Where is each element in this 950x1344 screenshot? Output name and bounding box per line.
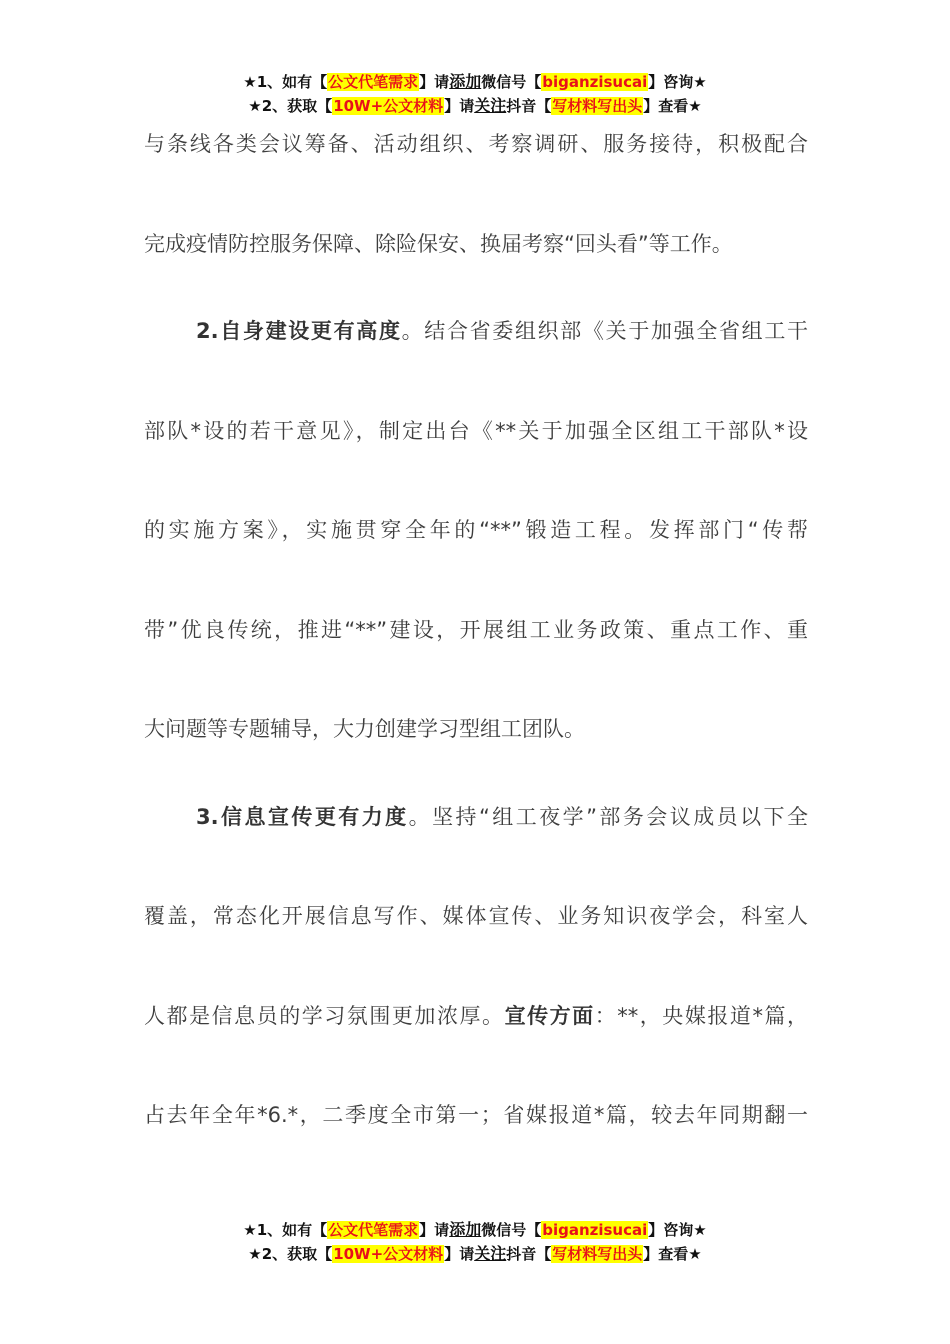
banner-highlight: 10W+公文材料 — [333, 97, 444, 115]
banner-douyin-name: 写材料写出头 — [552, 97, 643, 115]
body-line: 部队*设的若干意见》，制定出台《**关于加强全区组工干部队*设 — [144, 419, 808, 443]
banner-wechat-id: biganzisucai — [542, 1221, 648, 1239]
banner-text: ★1、如有【 — [243, 1221, 328, 1239]
banner-text: 】请 — [419, 1221, 450, 1239]
body-line: 与条线各类会议筹备、活动组织、考察调研、服务接待，积极配合 — [144, 132, 808, 156]
banner-text: 】请 — [419, 73, 450, 91]
banner-emphasis: 关注 — [474, 1244, 507, 1263]
banner-highlight: 10W+公文材料 — [333, 1245, 444, 1263]
body-line: 带”优良传统，推进“**”建设，开展组工业务政策、重点工作、重 — [144, 618, 808, 642]
banner-line-2 — [0, 1242, 950, 1266]
banner-highlight: 公文代笔需求 — [328, 1221, 419, 1239]
banner-text: 抖音【 — [506, 97, 552, 115]
banner-text: ★2、获取【 — [248, 97, 333, 115]
body-text: 人都是信息员的学习氛围更加浓厚。 — [144, 1004, 505, 1028]
banner-text: 】请 — [444, 1245, 475, 1263]
header-banner — [0, 70, 950, 118]
body-line: 大问题等专题辅导，大力创建学习型组工团队。 — [144, 717, 585, 741]
section-heading-3: 3.信息宣传更有力度 — [196, 805, 409, 829]
section-heading-2: 2.自身建设更有高度 — [196, 319, 402, 343]
banner-text: 微信号【 — [481, 1221, 542, 1239]
banner-wechat-id: biganzisucai — [542, 73, 648, 91]
banner-line-1 — [0, 1218, 950, 1242]
banner-text: 】查看★ — [643, 97, 702, 115]
banner-text: 】咨询★ — [648, 1221, 707, 1239]
banner-highlight: 公文代笔需求 — [328, 73, 419, 91]
banner-emphasis: 添加 — [449, 72, 482, 91]
body-line: 完成疫情防控服务保障、除险保安、换届考察“回头看”等工作。 — [144, 232, 733, 256]
banner-douyin-name: 写材料写出头 — [552, 1245, 643, 1263]
body-text: 。坚持“组工夜学”部务会议成员以下全 — [408, 805, 808, 829]
inline-bold-label: 宣传方面 — [504, 1004, 595, 1028]
banner-text: 】咨询★ — [648, 73, 707, 91]
footer-banner — [0, 1218, 950, 1266]
banner-line-2 — [0, 94, 950, 118]
banner-emphasis: 关注 — [474, 96, 507, 115]
banner-text: ★1、如有【 — [243, 73, 328, 91]
banner-text: 抖音【 — [506, 1245, 552, 1263]
banner-text: 】请 — [444, 97, 475, 115]
paragraph-heading-line — [196, 802, 808, 832]
body-line: 覆盖，常态化开展信息写作、媒体宣传、业务知识夜学会，科室人 — [144, 904, 808, 928]
banner-text: 】查看★ — [643, 1245, 702, 1263]
body-text: ：**，央媒报道*篇， — [594, 1004, 809, 1028]
body-line — [144, 1001, 808, 1031]
banner-emphasis: 添加 — [449, 1220, 482, 1239]
banner-text: ★2、获取【 — [248, 1245, 333, 1263]
body-line: 占去年全年*6.*，二季度全市第一；省媒报道*篇，较去年同期翻一 — [144, 1103, 808, 1127]
banner-text: 微信号【 — [481, 73, 542, 91]
paragraph-heading-line — [196, 316, 808, 346]
banner-line-1 — [0, 70, 950, 94]
body-line: 的实施方案》，实施贯穿全年的“**”锻造工程。发挥部门“传帮 — [144, 518, 808, 542]
body-text: 。结合省委组织部《关于加强全省组工干 — [401, 319, 809, 343]
